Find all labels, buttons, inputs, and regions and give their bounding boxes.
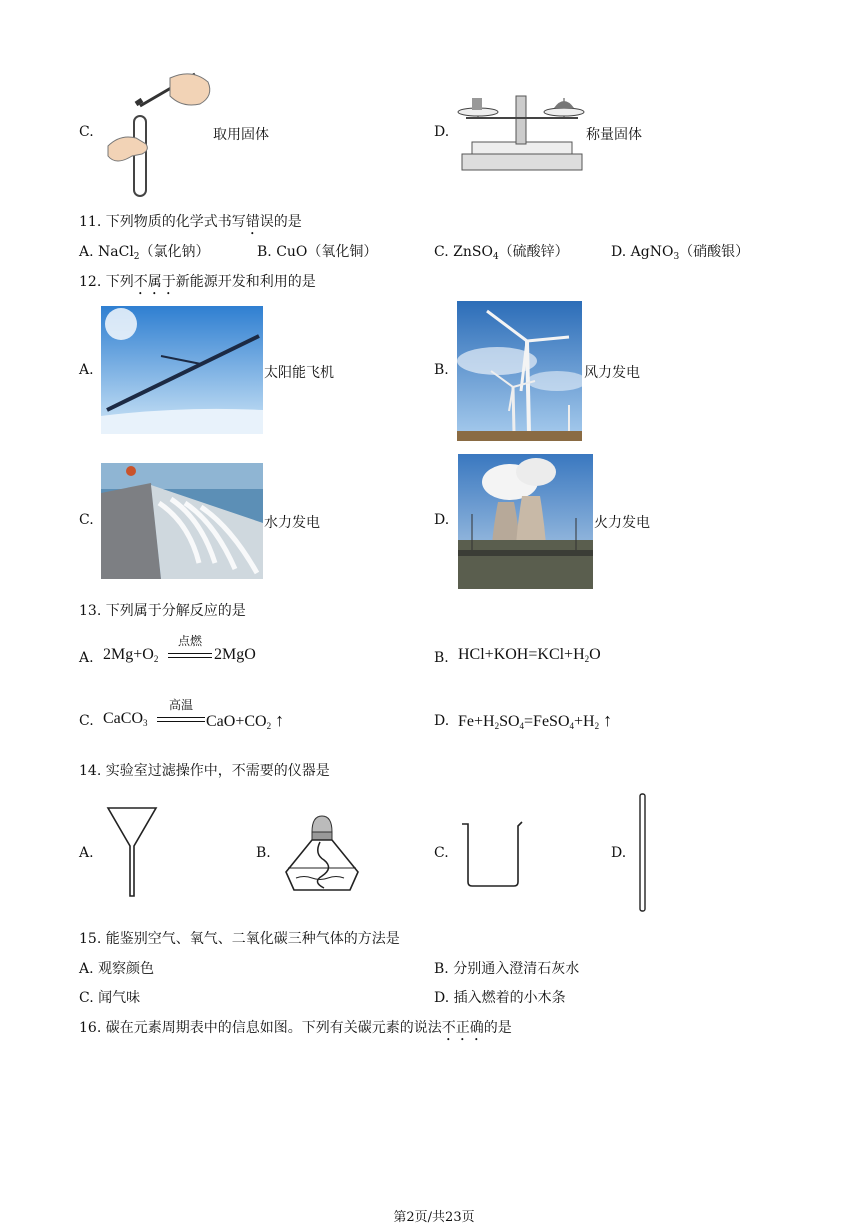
wind-turbine-photo (457, 301, 582, 441)
emphasis-mark: 不属于 (133, 274, 176, 290)
q15-stem (79, 928, 400, 948)
q13-option-a-left: $2Mg+O_2$ (103, 646, 159, 664)
q13-option-a-label: A. (79, 650, 94, 666)
q10-option-c-text: 取用固体 (213, 127, 269, 143)
q12-option-a-text: 太阳能飞机 (264, 365, 334, 381)
q12-stem-tail: 新能源开发和利用的是 (175, 274, 316, 290)
q11-stem-tail: 误的是 (259, 214, 302, 230)
q11-option-c: C. ZnSO$_4$（硫酸锌） (434, 244, 569, 262)
q10-option-c-label: C. (79, 124, 94, 140)
q14-option-d-label: D. (611, 845, 627, 861)
q11-option-a: A. NaCl$_2$（氯化钠） (79, 244, 210, 262)
balance-scale-illustration (456, 90, 588, 174)
q13-option-b-equation: $HCl+KOH=KCl+H_2O$ (458, 646, 601, 664)
q11-option-d: D. AgNO$_3$（硝酸银） (611, 244, 750, 262)
q12-stem (79, 271, 316, 298)
q14-option-a-label: A. (79, 845, 94, 861)
q14-option-b-label: B. (256, 845, 271, 861)
take-solid-illustration (100, 66, 215, 200)
gas-arrow-icon: ↑ (603, 710, 613, 730)
q16-stem-tail: 的是 (483, 1020, 512, 1036)
q13-option-c-left: CaCO$_3$ (103, 710, 148, 728)
beaker-icon (460, 820, 524, 890)
question-number: 15. (79, 931, 102, 947)
alcohol-lamp-icon (282, 812, 362, 894)
q12-option-d-label: D. (434, 512, 450, 528)
q11-stem-text: 下列物质的化学式书写 (105, 214, 246, 230)
q12-option-c-text: 水力发电 (264, 515, 320, 531)
glass-rod-icon (639, 793, 647, 913)
q14-stem-text: 实验室过滤操作中，不需要的仪器是 (105, 763, 330, 779)
q11-stem (79, 211, 302, 238)
q13-stem (79, 600, 246, 620)
question-number: 14. (79, 763, 102, 779)
q15-option-c: C. 闻气味 (79, 990, 141, 1006)
q12-option-b-label: B. (434, 362, 449, 378)
q15-option-b: B. 分别通入澄清石灰水 (434, 961, 580, 977)
equals-sign (157, 717, 205, 722)
reaction-condition: 点燃 (177, 634, 202, 648)
q14-option-c-label: C. (434, 845, 449, 861)
reaction-condition: 高温 (168, 698, 193, 712)
q16-stem-text: 碳在元素周期表中的信息如图。下列有关碳元素的说法 (105, 1020, 442, 1036)
q15-stem-text: 能鉴别空气、氧气、二氧化碳三种气体的方法是 (105, 931, 400, 947)
q15-option-d: D. 插入燃着的小木条 (434, 990, 566, 1006)
page-footer: 第2页/共23页 (393, 1210, 475, 1225)
question-number: 13. (79, 603, 102, 619)
q12-option-c-label: C. (79, 512, 94, 528)
q13-option-a-right: 2MgO (214, 646, 256, 663)
q11-option-b: B. CuO（氧化铜） (257, 244, 378, 260)
hydropower-dam-photo (101, 463, 263, 579)
solar-plane-photo (101, 306, 263, 434)
q12-option-a-label: A. (79, 362, 94, 378)
gas-arrow-icon: ↑ (275, 710, 285, 730)
q13-option-c-label: C. (79, 713, 94, 729)
funnel-icon (106, 806, 158, 900)
q10-option-d-label: D. (434, 124, 450, 140)
q13-stem-text: 下列属于分解反应的是 (105, 603, 246, 619)
q12-option-d-text: 火力发电 (594, 515, 650, 531)
q15-option-a: A. 观察颜色 (79, 961, 155, 977)
q10-option-d-text: 称量固体 (586, 127, 642, 143)
q12-option-b-text: 风力发电 (584, 365, 640, 381)
question-number: 12. (79, 274, 102, 290)
q12-stem-text: 下列 (105, 274, 134, 290)
question-number: 11. (79, 214, 102, 230)
emphasis-mark: 不正确 (441, 1020, 484, 1036)
q13-option-d-label: D. (434, 713, 450, 729)
q14-stem (79, 760, 330, 780)
equals-sign (168, 653, 212, 658)
q13-option-c-right: $CaO+CO_2$ ↑ (206, 710, 285, 731)
q13-option-b-label: B. (434, 650, 449, 666)
emphasis-mark: 错 (245, 214, 260, 230)
q16-stem (79, 1017, 512, 1044)
q13-option-d-equation: $Fe+H_2SO_4=FeSO_4+H_2$ ↑ (458, 710, 613, 731)
thermal-power-plant-photo (458, 454, 593, 589)
question-number: 16. (79, 1020, 102, 1036)
